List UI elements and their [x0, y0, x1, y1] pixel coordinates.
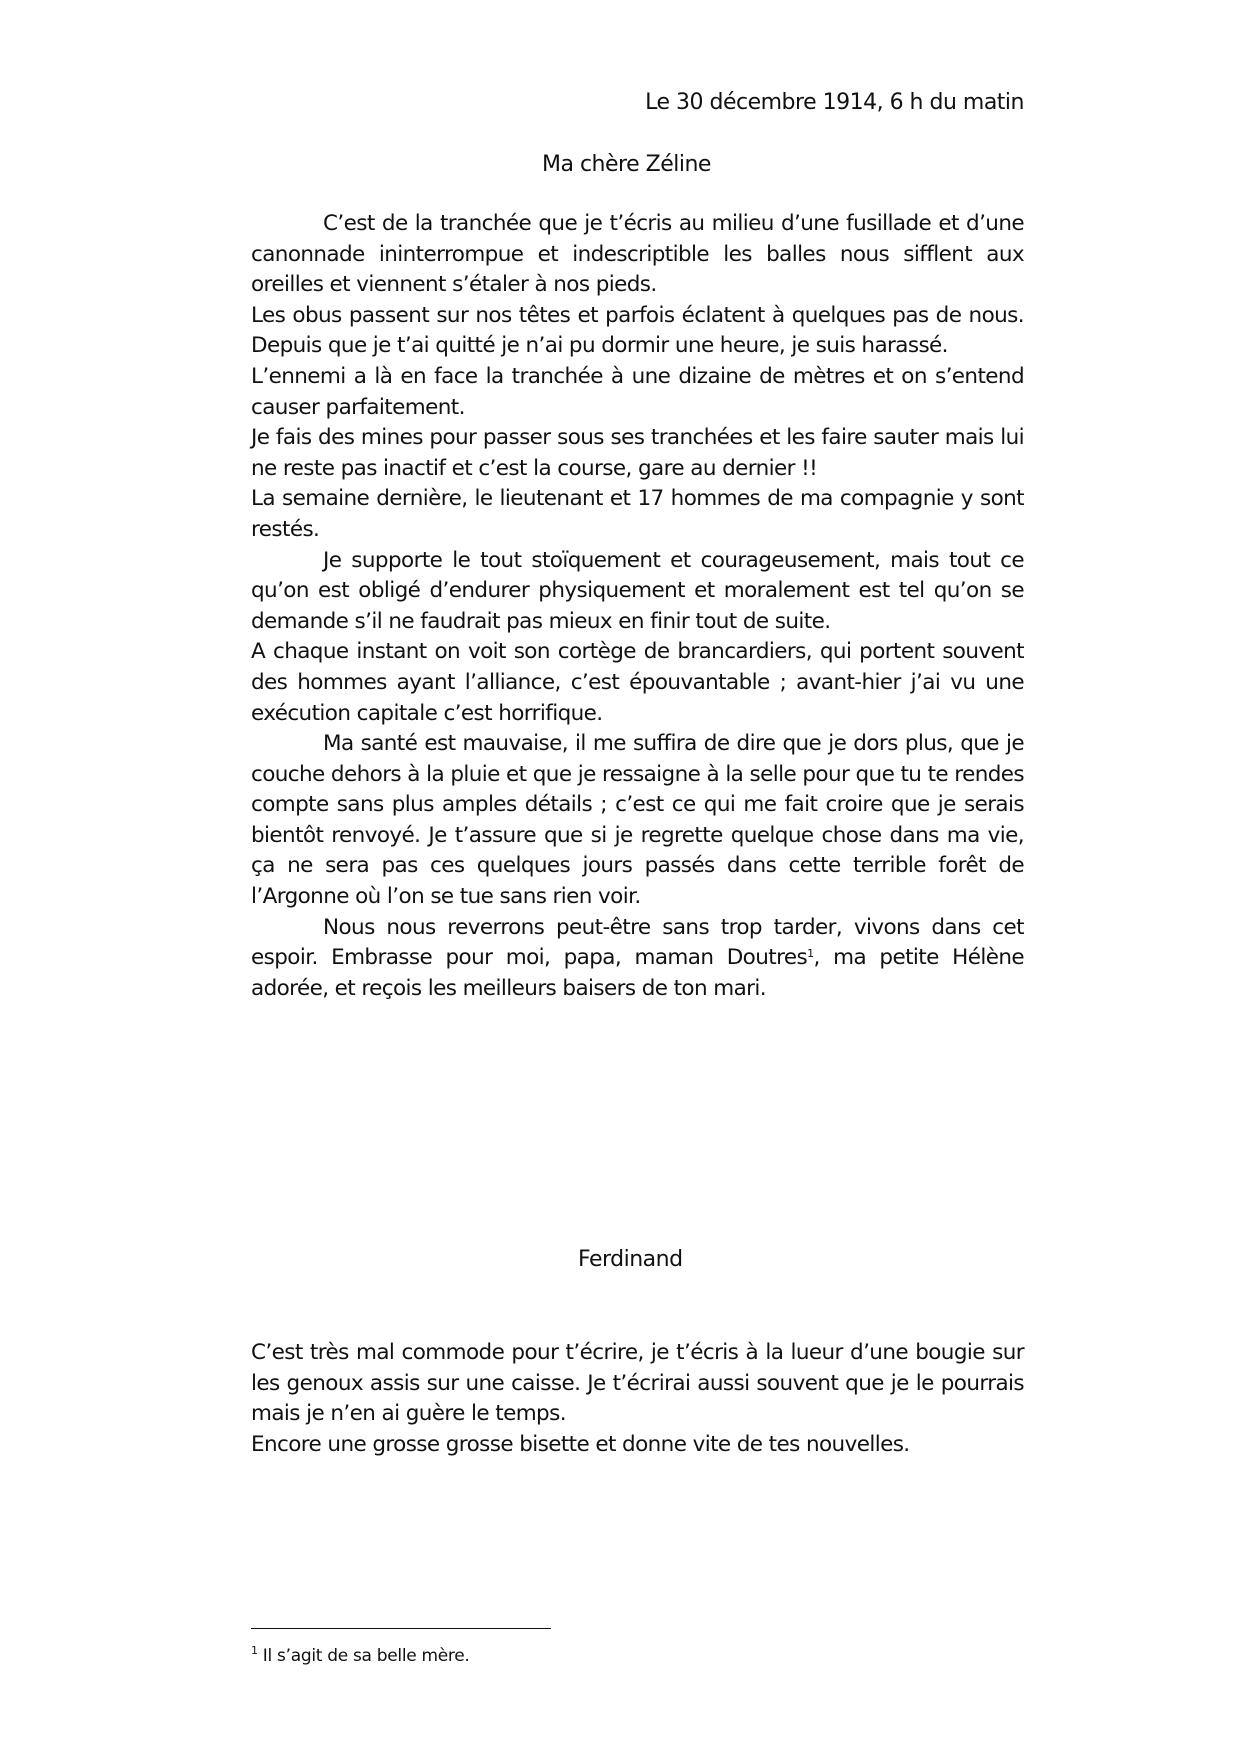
letter-body	[251, 209, 1024, 1004]
paragraph: A chaque instant on voit son cortège de brancardiers, qui portent souvent des hommes ayant l’alliance, c’est épouvantable ; avant-hier j’ai vu une exécution capitale c’est horrifique.	[251, 639, 1024, 726]
closing-text: Nous nous reverrons peut-être sans trop tarder, vivons dans cet espoir. Embrasse pour moi, papa, maman Doutres	[251, 914, 1024, 971]
postscript	[251, 1338, 1024, 1460]
postscript-paragraph: C’est très mal commode pour t’écrire, je t’écris à la lueur d’une bougie sur les genoux assis sur une caisse. Je t’écrirai aussi souvent que je le pourrais mais je n’en ai guère le temps.	[251, 1340, 1024, 1427]
closing-text: , ma petite Hélène adorée, et reçois les meilleurs baisers de ton mari.	[251, 945, 1024, 1001]
footnote-reference[interactable]: 1	[807, 947, 814, 961]
footnote-separator	[251, 1628, 551, 1629]
paragraph: Je fais des mines pour passer sous ses tranchées et les faire sauter mais lui ne reste pas inactif et c’est la course, gare au dernier !!	[251, 425, 1024, 481]
footnote-marker: 1	[251, 1644, 258, 1657]
paragraph: La semaine dernière, le lieutenant et 17 hommes de ma compagnie y sont restés.	[251, 486, 1024, 542]
paragraph: C’est de la tranchée que je t’écris au milieu d’une fusillade et d’une canonnade ininterrompue et indescriptible les balles nous sifflent aux oreilles et viennent s’étaler à nos pieds.	[251, 211, 1024, 298]
paragraph: L’ennemi a là en face la tranchée à une dizaine de mètres et on s’entend causer parfaitement.	[251, 363, 1024, 420]
paragraph: Je supporte le tout stoïquement et courageusement, mais tout ce qu’on est obligé d’endurer physiquement et moralement est tel qu’on se demande s’il ne faudrait pas mieux en finir tout de suite.	[251, 547, 1024, 634]
postscript-paragraph: Encore une grosse grosse bisette et donne vite de tes nouvelles.	[251, 1431, 910, 1457]
footnote-text: Il s’agit de sa belle mère.	[257, 1646, 470, 1666]
footnote	[251, 1646, 470, 1666]
paragraph: Les obus passent sur nos têtes et parfois éclatent à quelques pas de nous. Depuis que je t’ai quitté je n’ai pu dormir une heure, je suis harassé.	[251, 302, 1024, 359]
closing-paragraph	[251, 913, 1024, 1005]
letter-date: Le 30 décembre 1914, 6 h du matin	[645, 90, 1024, 115]
salutation: Ma chère Zéline	[542, 152, 711, 177]
paragraph: Ma santé est mauvaise, il me suffira de dire que je dors plus, que je couche dehors à la pluie et que je ressaigne à la selle pour que tu te rendes compte sans plus amples détails ; c’est ce qui me fait croire que je serais bientôt renvoyé. Je t’assure que si je regrette quelque chose dans ma vie, ça ne sera pas ces quelques jours passés dans cette terrible forêt de l’Argonne où l’on se tue sans rien voir.	[251, 731, 1024, 910]
signature: Ferdinand	[578, 1247, 683, 1272]
